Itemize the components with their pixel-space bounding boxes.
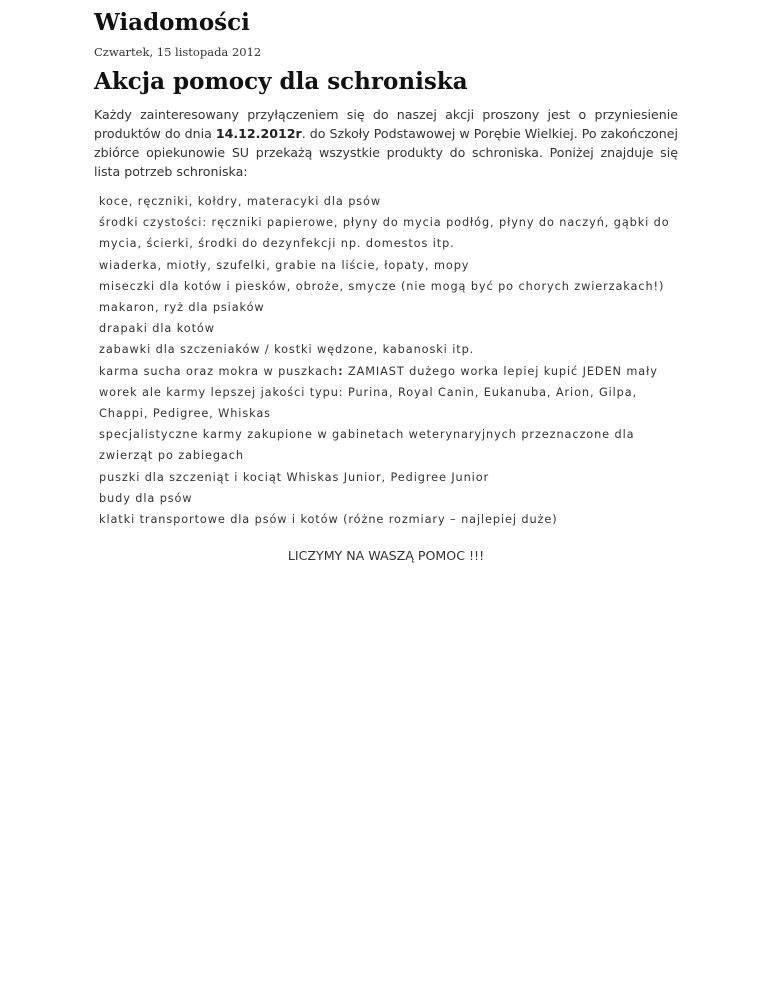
closing-appeal: LICZYMY NA WASZĄ POMOC !!! [287,548,485,563]
post-intro [94,105,678,181]
needs-item: koce, ręczniki, kołdry, materacyki dla psów [99,195,382,208]
needs-item: klatki transportowe dla psów i kotów (różne rozmiary – najlepiej duże) [99,513,558,527]
needs-item: miseczki dla kotów i piesków, obroże, smycze (nie mogą być po chorych zwierzakach!) [99,279,665,293]
food-item-colon: : [338,364,344,378]
needs-list [99,191,683,530]
needs-item: drapaki dla kotów [99,322,215,336]
needs-item: specjalistyczne karmy zakupione w gabinetach weterynaryjnych przeznaczone dla zwierząt po zabiegach [99,428,635,463]
needs-item: wiaderka, miotły, szufelki, grabie na liście, łopaty, mopy [99,258,470,272]
intro-text-start: Każdy zainteresowany przyłączeniem się do naszej akcji proszony jest o przyniesienie produktów do dnia [94,107,678,141]
food-item-prefix: karma sucha oraz mokra w puszkach [99,364,339,378]
needs-item: zabawki dla szczeniaków / kostki wędzone, kabanoski itp. [99,343,475,357]
post-title: Akcja pomocy dla schroniska [94,68,468,95]
needs-item: puszki dla szczeniąt i kociąt Whiskas Junior, Pedigree Junior [99,470,490,484]
intro-text-end: . do Szkoły Podstawowej w Porębie Wielkiej. Po zakończonej zbiórce opiekunowie SU przekażą wszystkie produkty do schroniska. Poniżej znajduje się lista potrzeb schroniska: [94,126,678,179]
needs-item-food [99,361,683,425]
needs-item: makaron, ryż dla psiaków [99,301,265,315]
needs-item: środki czystości: ręczniki papierowe, płyny do mycia podłóg, płyny do naczyń, gąbki do mycia, ścierki, środki do dezynfekcji np. domestos itp. [99,216,670,251]
site-title: Wiadomości [94,9,250,36]
needs-item: budy dla psów [99,491,193,505]
food-item-rest: ZAMIAST dużego worka lepiej kupić JEDEN mały worek ale karmy lepszej jakości typu: Purina, Royal Canin, Eukanuba, Arion, Gilpa, Chappi, Pedigree, Whiskas [99,364,658,421]
intro-deadline-date: 14.12.2012r [215,126,302,141]
post-date: Czwartek, 15 listopada 2012 [94,45,262,59]
